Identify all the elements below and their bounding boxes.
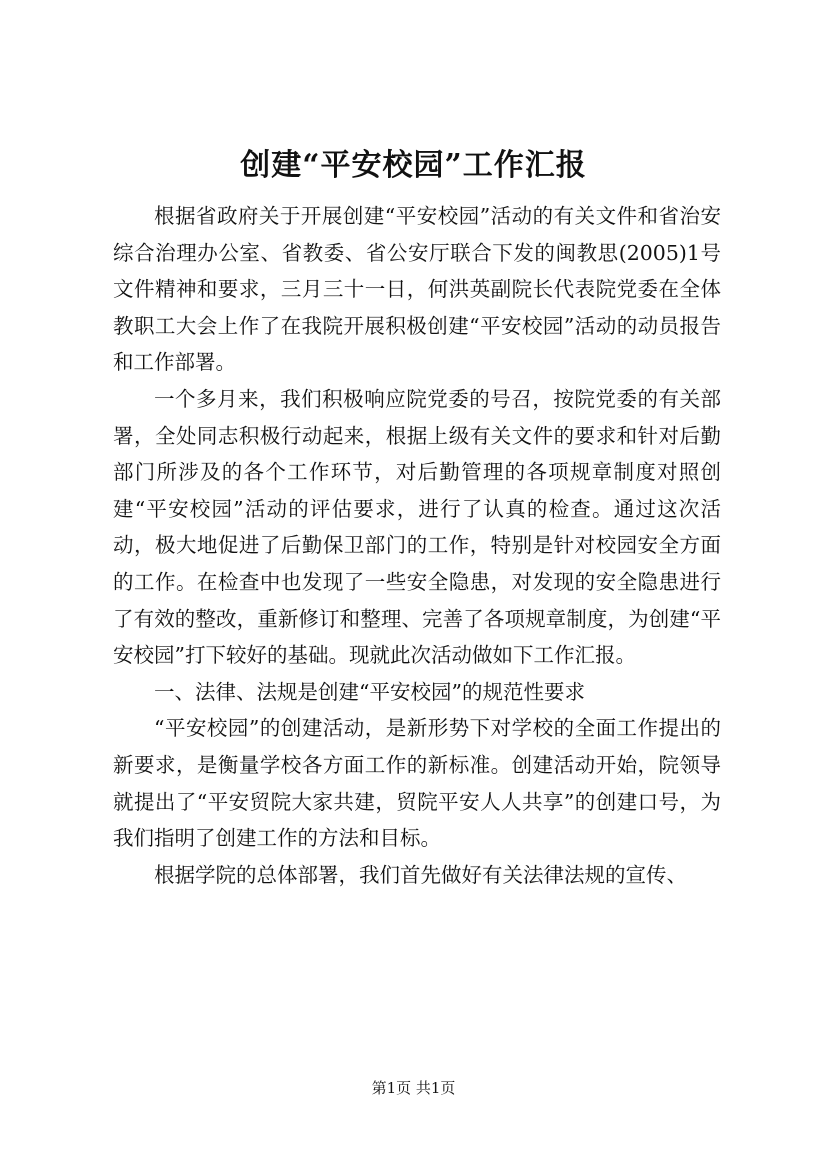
document-body (113, 198, 721, 893)
paragraph-requirements: “平安校园”的创建活动，是新形势下对学校的全面工作提出的新要求，是衡量学校各方面工作的新标准。创建活动开始，院领导就提出了“平安贸院大家共建，贸院平安人人共享”的创建口号，为我们指明了创建工作的方法和目标。 (113, 716, 721, 851)
document-title: 创建“平安校园”工作汇报 (240, 148, 587, 183)
page-number-footer: 第1页 共1页 (371, 1079, 456, 1097)
paragraph-progress: 一个多月来，我们积极响应院党委的号召，按院党委的有关部署，全处同志积极行动起来，根据上级有关文件的要求和针对后勤部门所涉及的各个工作环节，对后勤管理的各项规章制度对照创建“平安校园”活动的评估要求，进行了认真的检查。通过这次活动，极大地促进了后勤保卫部门的工作，特别是针对校园安全方面的工作。在检查中也发现了一些安全隐患，对发现的安全隐患进行了有效的整改，重新修订和整理、完善了各项规章制度，为创建“平安校园”打下较好的基础。现就此次活动做如下工作汇报。 (113, 386, 721, 668)
section-heading-1: 一、法律、法规是创建“平安校园”的规范性要求 (154, 679, 585, 704)
paragraph-deployment: 根据学院的总体部署，我们首先做好有关法律法规的宣传、 (154, 862, 687, 887)
paragraph-intro: 根据省政府关于开展创建“平安校园”活动的有关文件和省治安综合治理办公室、省教委、省公安厅联合下发的闽教思(2005)1号文件精神和要求，三月三十一日，何洪英副院长代表院党委在全体教职工大会上作了在我院开展积极创建“平安校园”活动的动员报告和工作部署。 (113, 204, 721, 375)
